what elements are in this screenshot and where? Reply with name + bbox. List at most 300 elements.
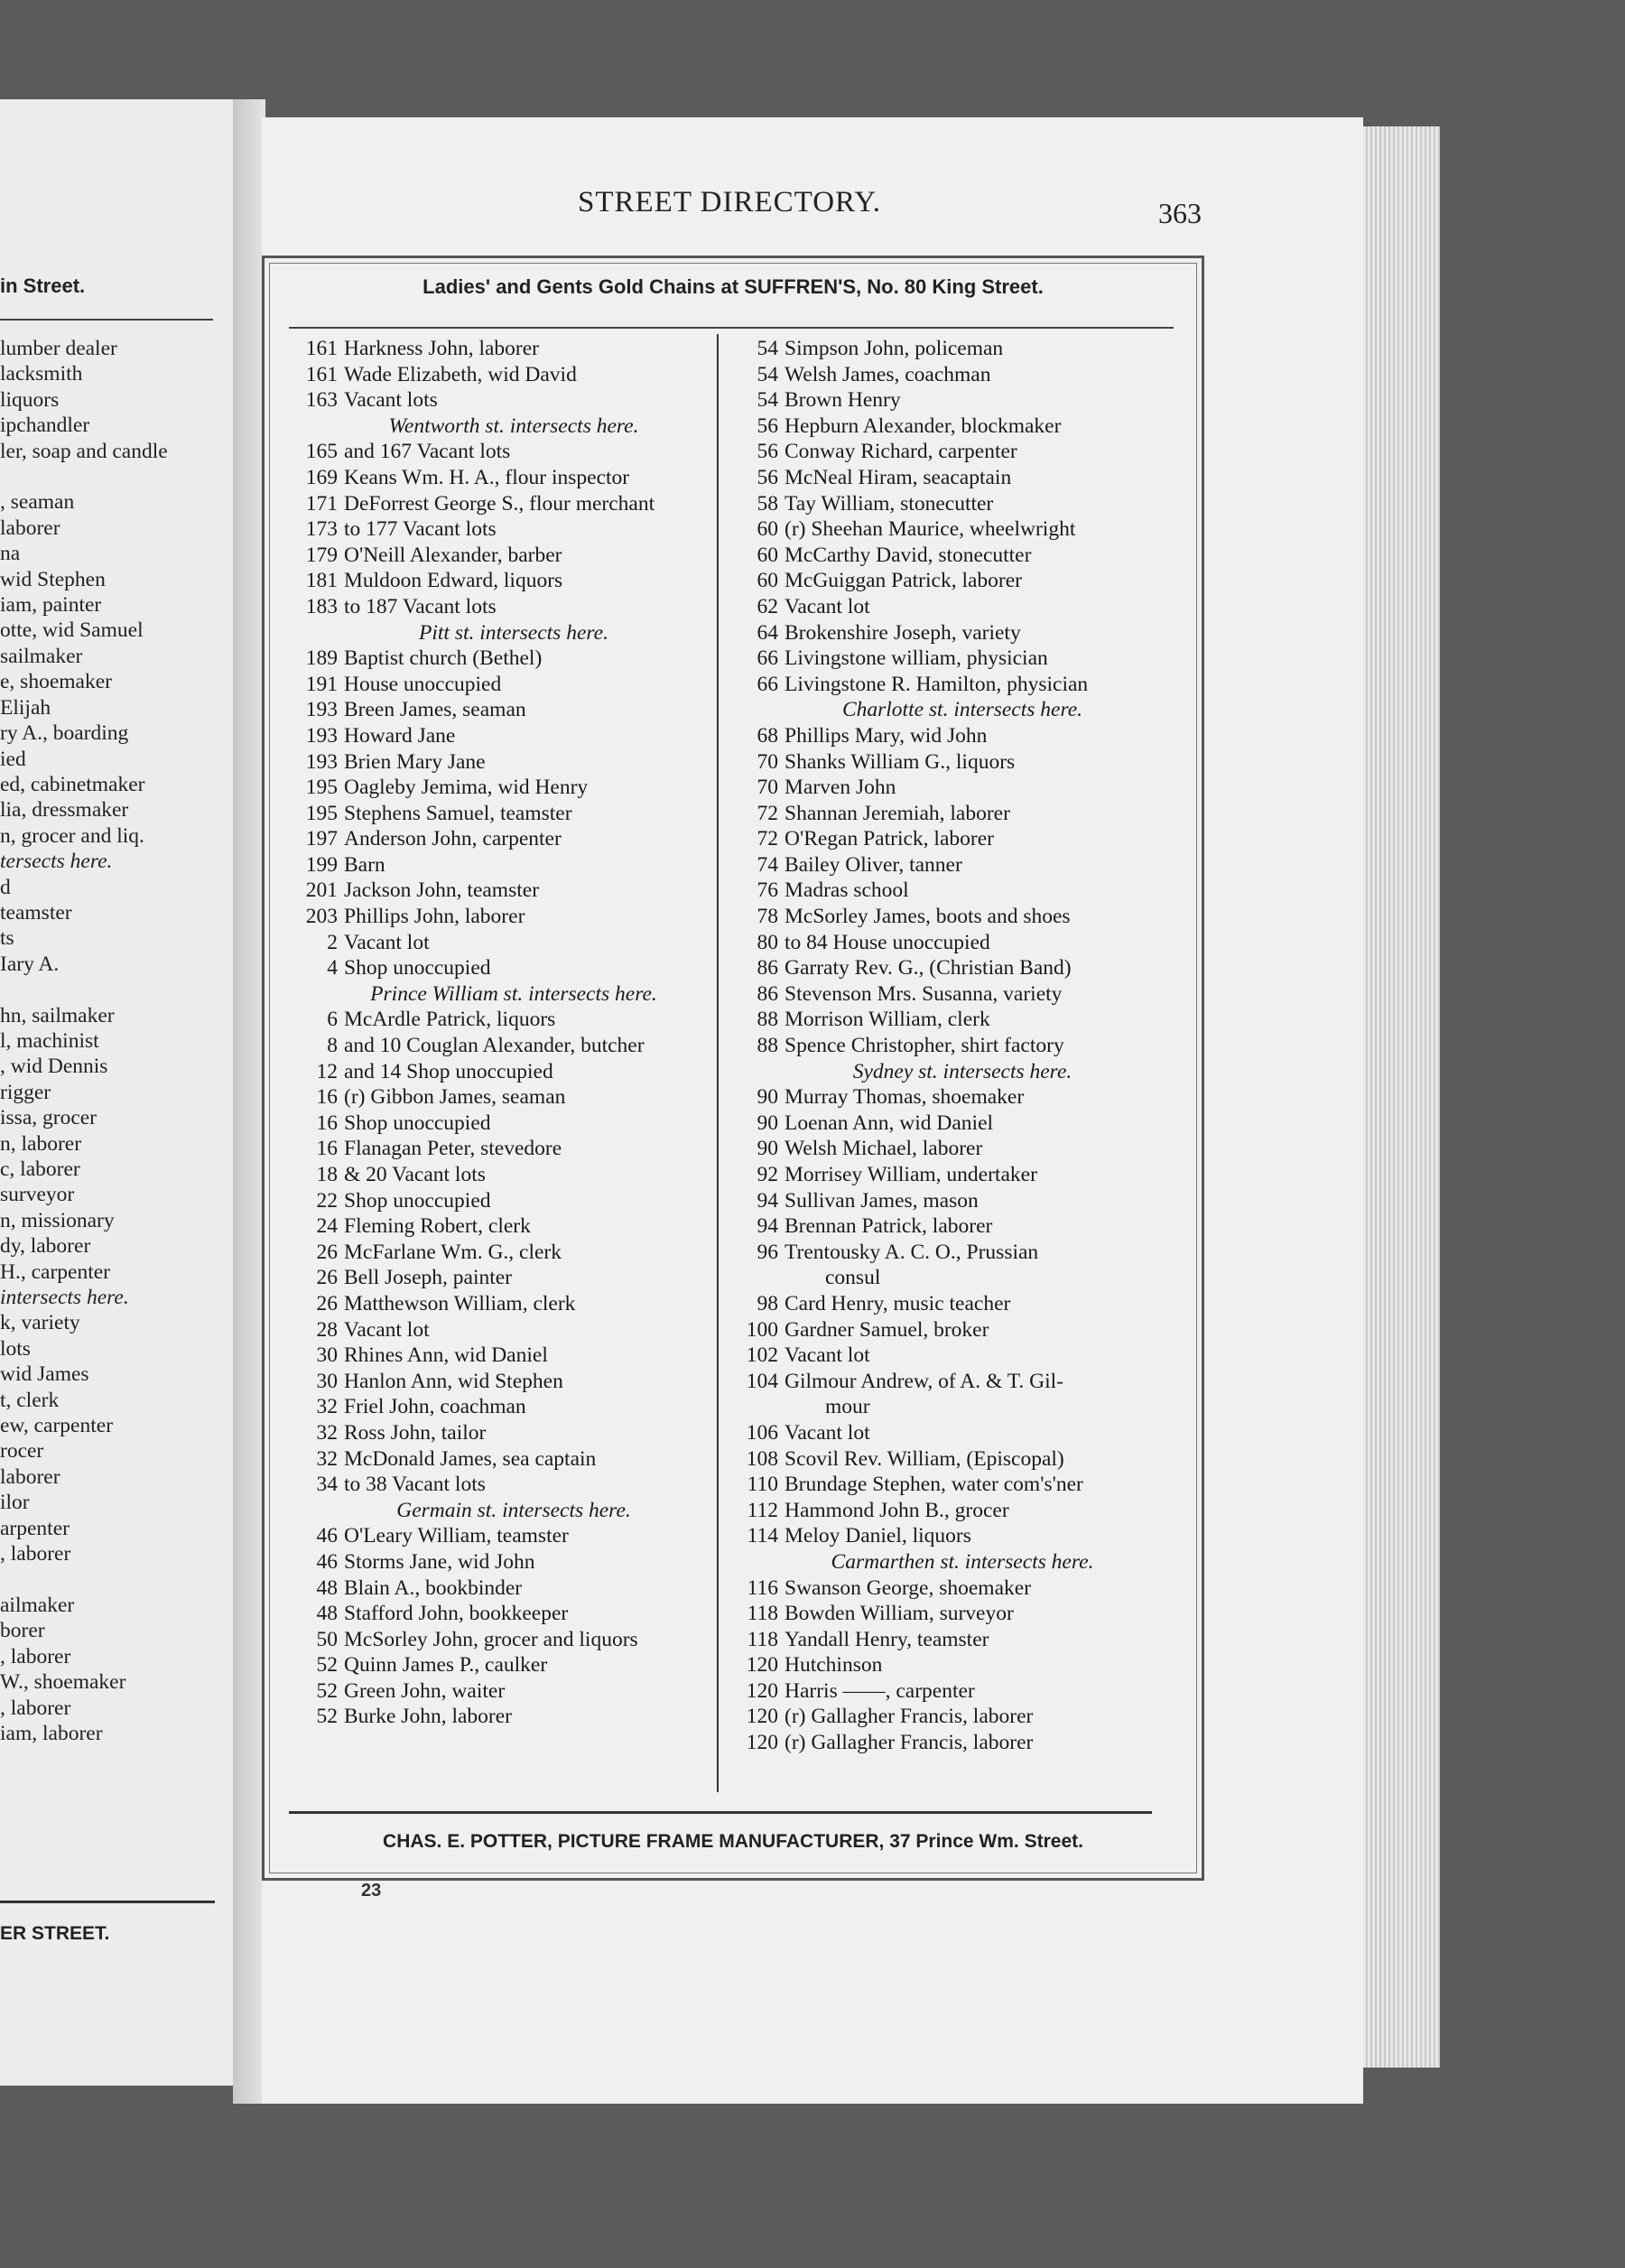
resident-name: Vacant lot [344, 930, 430, 954]
directory-entry [728, 1627, 1179, 1653]
resident-name: Bowden William, surveyor [785, 1602, 1014, 1626]
house-number: 18 [316, 1163, 338, 1186]
house-number: 76 [757, 878, 778, 903]
directory-entry [294, 491, 715, 517]
left-page-line: intersects here. [0, 1286, 129, 1310]
house-number: 60 [757, 569, 778, 593]
resident-name: Gardner Samuel, broker [785, 1317, 989, 1342]
resident-name: Brundage Stephen, water com's'ner [785, 1473, 1083, 1497]
house-number: 193 [305, 723, 338, 748]
resident-name: Murray Thomas, shoemaker [785, 1085, 1025, 1110]
directory-entry [728, 1317, 1179, 1343]
resident-name: Shop unoccupied [344, 1111, 491, 1135]
house-number: 193 [305, 698, 338, 722]
resident-name: Phillips John, laborer [344, 905, 525, 929]
directory-entry [728, 1498, 1179, 1524]
house-number: 30 [316, 1369, 338, 1393]
left-page-line: ied [0, 747, 26, 771]
house-number: 4 [327, 956, 338, 981]
intersection-note: Charlotte st. intersects here. [841, 698, 1083, 722]
house-number: 78 [757, 905, 778, 929]
house-number: 112 [747, 1498, 778, 1522]
left-page-line: Elijah [0, 695, 51, 720]
house-number: 54 [757, 362, 778, 386]
left-page-line: lumber dealer [0, 337, 117, 360]
directory-entry [294, 672, 715, 698]
resident-name: and 167 Vacant lots [344, 440, 511, 464]
house-number: 169 [305, 465, 338, 489]
resident-name: McFarlane Wm. G., clerk [344, 1240, 562, 1264]
directory-entry [728, 646, 1179, 672]
page-edges [1363, 126, 1440, 2068]
house-number: 70 [757, 749, 778, 774]
resident-name: McNeal Hiram, seacaptain [785, 465, 1012, 489]
resident-name: Shop unoccupied [344, 1188, 491, 1213]
left-page-line: dy, laborer [0, 1234, 91, 1259]
resident-name: to 187 Vacant lots [344, 594, 497, 618]
left-page-bottom-rule [0, 1901, 215, 1903]
directory-entry [294, 878, 715, 904]
resident-name: Burke John, laborer [344, 1705, 512, 1729]
house-number: 191 [305, 672, 338, 696]
house-number: 2 [327, 930, 338, 954]
house-number: 86 [757, 956, 778, 981]
resident-name: Keans Wm. H. A., flour inspector [344, 465, 630, 489]
resident-name: O'Regan Patrick, laborer [785, 827, 994, 851]
left-page-line: iam, laborer [0, 1721, 103, 1745]
directory-entry [294, 1576, 715, 1602]
house-number: 60 [757, 543, 778, 567]
directory-entry [728, 620, 1179, 646]
directory-entry [728, 1730, 1179, 1756]
column-divider [717, 334, 719, 1792]
left-page-line: , seaman [0, 490, 75, 515]
directory-entry [728, 1162, 1179, 1188]
right-column [728, 336, 1179, 1756]
resident-name: McSorley James, boots and shoes [785, 905, 1071, 929]
resident-name: Vacant lots [344, 388, 438, 413]
top-advertisement: Ladies' and Gents Gold Chains at SUFFREN'S, No. 80 King Street. [422, 275, 1044, 298]
directory-entry [728, 1678, 1179, 1705]
directory-entry [728, 801, 1179, 827]
left-page-line: lacksmith [0, 362, 83, 386]
house-number: 16 [316, 1085, 338, 1110]
house-number: 64 [757, 620, 778, 645]
resident-name: Harris ——, carpenter [785, 1678, 975, 1703]
directory-entry [294, 1291, 715, 1317]
directory-entry [294, 749, 715, 776]
directory-entry [294, 1601, 715, 1627]
directory-entry [728, 904, 1179, 930]
resident-name: Matthewson William, clerk [344, 1291, 576, 1315]
left-page-line: ler, soap and candle [0, 439, 168, 463]
left-page-line: laborer [0, 516, 60, 540]
house-number: 193 [305, 749, 338, 774]
resident-name: Hutchinson [785, 1653, 883, 1678]
house-number: 26 [316, 1266, 338, 1290]
resident-name: Welsh James, coachman [785, 362, 991, 386]
house-number: 80 [757, 930, 778, 954]
directory-entry [728, 878, 1179, 904]
directory-entry [728, 981, 1179, 1008]
directory-entry [728, 516, 1179, 543]
directory-entry [728, 1111, 1179, 1137]
directory-entry [294, 646, 715, 672]
directory-entry [294, 439, 715, 465]
house-number: 74 [757, 852, 778, 877]
house-number: 68 [757, 723, 778, 748]
directory-entry [728, 1084, 1179, 1111]
resident-name: Marven John [785, 776, 896, 800]
house-number: 90 [757, 1111, 778, 1135]
house-number: 60 [757, 517, 778, 542]
signature-mark: 23 [361, 1881, 382, 1901]
directory-entry [294, 1240, 715, 1266]
resident-name: DeForrest George S., flour merchant [344, 491, 655, 516]
house-number: 46 [316, 1549, 338, 1574]
house-number: 118 [747, 1627, 778, 1651]
directory-entry [728, 826, 1179, 852]
left-page-line [0, 977, 226, 1002]
directory-entry [294, 775, 715, 801]
directory-entry [728, 1240, 1179, 1266]
house-number: 28 [316, 1317, 338, 1342]
house-number: 22 [316, 1188, 338, 1213]
directory-entry [294, 465, 715, 491]
house-number: 120 [746, 1653, 778, 1678]
resident-name: Bell Joseph, painter [344, 1266, 513, 1290]
resident-name: Loenan Ann, wid Daniel [785, 1111, 994, 1135]
resident-name: Muldoon Edward, liquors [344, 569, 563, 593]
left-page-line: Iary A. [0, 952, 60, 976]
directory-entry [728, 362, 1179, 388]
directory-entry [294, 1549, 715, 1576]
directory-entry [294, 1446, 715, 1473]
resident-name: (r) Gibbon James, seaman [344, 1085, 566, 1110]
left-page-line: borer [0, 1619, 45, 1643]
left-page-line: teamster [0, 900, 72, 925]
house-number: 90 [757, 1085, 778, 1110]
left-page-line: n, grocer and liq. [0, 823, 144, 848]
house-number: 92 [757, 1163, 778, 1186]
left-page-line: surveyor [0, 1183, 75, 1207]
house-number: 110 [747, 1473, 778, 1497]
left-page-line: ew, carpenter [0, 1414, 114, 1438]
resident-name: to 84 House unoccupied [785, 930, 990, 954]
directory-entry [728, 1420, 1179, 1446]
house-number: 183 [305, 594, 338, 618]
resident-name: Vacant lot [785, 594, 870, 618]
left-page-line: , wid Dennis [0, 1055, 108, 1079]
directory-entry [728, 852, 1179, 878]
resident-name: Sullivan James, mason [785, 1188, 979, 1213]
left-page-line: ry A., boarding [0, 721, 129, 746]
page-title: STREET DIRECTORY. [578, 186, 882, 218]
resident-name: Shanks William G., liquors [785, 749, 1016, 774]
resident-name: Brennan Patrick, laborer [785, 1214, 993, 1239]
left-page-line: rigger [0, 1080, 51, 1104]
resident-name: Breen James, seaman [344, 698, 526, 722]
resident-name: Shannan Jeremiah, laborer [785, 801, 1010, 825]
resident-name: Stevenson Mrs. Susanna, variety [785, 981, 1063, 1006]
house-number: 56 [757, 414, 778, 438]
house-number: 6 [327, 1008, 338, 1032]
resident-name: to 177 Vacant lots [344, 517, 497, 542]
resident-name: Vacant lot [785, 1343, 870, 1368]
resident-name: Brien Mary Jane [344, 749, 486, 774]
house-number: 94 [757, 1214, 778, 1239]
house-number: 161 [305, 337, 338, 360]
directory-entry [294, 904, 715, 930]
bottom-rule [289, 1811, 1152, 1814]
resident-name: Fleming Robert, clerk [344, 1214, 531, 1239]
house-number: 195 [305, 801, 338, 825]
left-page-line: W., shoemaker [0, 1670, 126, 1695]
house-number: 90 [757, 1137, 778, 1161]
directory-entry [294, 594, 715, 620]
house-number: 203 [305, 905, 338, 929]
directory-entry [294, 852, 715, 878]
left-page-heading: in Street. [0, 274, 86, 297]
directory-entry [728, 414, 1179, 440]
house-number: 108 [746, 1446, 778, 1471]
directory-entry [728, 1343, 1179, 1369]
directory-entry [294, 387, 715, 414]
directory-entry [728, 672, 1179, 698]
house-number: 30 [316, 1343, 338, 1368]
directory-entry [294, 1343, 715, 1369]
left-page-line: d [0, 875, 11, 899]
house-number: 106 [746, 1420, 778, 1445]
house-number: 48 [316, 1602, 338, 1626]
resident-name: Livingstone R. Hamilton, physician [785, 672, 1089, 696]
resident-name: Brown Henry [785, 388, 901, 413]
house-number: 58 [757, 491, 778, 516]
resident-name: Tay William, stonecutter [785, 491, 994, 516]
house-number: 120 [746, 1678, 778, 1703]
directory-entry [294, 1188, 715, 1214]
directory-entry [294, 723, 715, 749]
directory-entry [294, 1136, 715, 1162]
directory-entry [294, 1652, 715, 1678]
resident-name: House unoccupied [344, 672, 502, 696]
resident-name: Baptist church (Bethel) [344, 646, 543, 671]
house-number: 165 [305, 440, 338, 464]
directory-entry [728, 1472, 1179, 1498]
directory-entry [728, 465, 1179, 491]
house-number: 16 [316, 1111, 338, 1135]
house-number: 161 [305, 362, 338, 386]
directory-entry [294, 568, 715, 594]
left-page-line: otte, wid Samuel [0, 618, 144, 643]
book-gutter [233, 99, 265, 2104]
resident-name: O'Leary William, teamster [344, 1524, 569, 1548]
house-number: 54 [757, 388, 778, 413]
house-number: 173 [305, 517, 338, 542]
resident-name: Yandall Henry, teamster [785, 1627, 989, 1651]
house-number: 32 [316, 1420, 338, 1445]
house-number: 12 [316, 1059, 338, 1083]
resident-name: (r) Gallagher Francis, laborer [785, 1731, 1034, 1755]
directory-entry [294, 801, 715, 827]
house-number: 102 [746, 1343, 778, 1368]
house-number: 26 [316, 1240, 338, 1264]
resident-name: Wade Elizabeth, wid David [344, 362, 577, 386]
house-number: 179 [305, 543, 338, 567]
resident-name: Morrisey William, undertaker [785, 1163, 1037, 1186]
left-page-line: issa, grocer [0, 1106, 98, 1130]
directory-entry [294, 1369, 715, 1395]
resident-name: Welsh Michael, laborer [785, 1137, 983, 1161]
house-number: 66 [757, 672, 778, 696]
directory-entry [728, 1523, 1179, 1549]
house-number: 62 [757, 594, 778, 618]
left-page-line: e, shoemaker [0, 670, 112, 694]
directory-entry [294, 1523, 715, 1549]
top-rule [289, 327, 1174, 329]
left-page-line: wid Stephen [0, 567, 106, 591]
house-number: 16 [316, 1137, 338, 1161]
directory-entry [294, 1704, 715, 1730]
directory-entry [728, 1291, 1179, 1317]
resident-name: Anderson John, carpenter [344, 827, 562, 851]
resident-name: Vacant lot [785, 1420, 870, 1445]
resident-name: Shop unoccupied [344, 956, 491, 981]
house-number: 50 [316, 1627, 338, 1651]
resident-name: McDonald James, sea captain [344, 1446, 597, 1471]
resident-name: Hepburn Alexander, blockmaker [785, 414, 1062, 438]
house-number: 8 [327, 1034, 338, 1058]
house-number: 197 [305, 827, 338, 851]
resident-name: McGuiggan Patrick, laborer [785, 569, 1022, 593]
house-number: 88 [757, 1008, 778, 1032]
intersection-note: Carmarthen st. intersects here. [831, 1549, 1094, 1574]
directory-entry [728, 1704, 1179, 1730]
directory-entry [294, 543, 715, 569]
page-number: 363 [1158, 197, 1202, 229]
resident-name: Trentousky A. C. O., Prussian [785, 1240, 1039, 1264]
house-number: 56 [757, 440, 778, 464]
left-page-line: lia, dressmaker [0, 798, 129, 823]
resident-name: Card Henry, music teacher [785, 1291, 1011, 1315]
house-number: 52 [316, 1705, 338, 1729]
left-page-line: lots [0, 1336, 31, 1361]
directory-entry [728, 930, 1179, 956]
entry-continuation: consul [825, 1266, 881, 1290]
house-number: 199 [305, 852, 338, 877]
intersection-note: Wentworth st. intersects here. [388, 414, 639, 438]
resident-name: Stephens Samuel, teamster [344, 801, 572, 825]
left-page-line: iam, painter [0, 593, 102, 618]
directory-entry [294, 1162, 715, 1188]
directory-entry [728, 1652, 1179, 1678]
house-number: 88 [757, 1034, 778, 1058]
house-number: 163 [305, 388, 338, 413]
left-page-line: , laborer [0, 1644, 71, 1668]
directory-entry [294, 1084, 715, 1111]
directory-entry [728, 594, 1179, 620]
directory-entry [728, 955, 1179, 981]
directory-entry [294, 1317, 715, 1343]
resident-name: Bailey Oliver, tanner [785, 852, 962, 877]
directory-entry [728, 491, 1179, 517]
resident-name: McSorley John, grocer and liquors [344, 1627, 638, 1651]
house-number: 24 [316, 1214, 338, 1239]
resident-name: Gilmour Andrew, of A. & T. Gil- [785, 1369, 1063, 1393]
house-number: 120 [746, 1705, 778, 1729]
directory-entry [294, 955, 715, 981]
house-number: 171 [305, 491, 338, 516]
house-number: 189 [305, 646, 338, 671]
resident-name: Brokenshire Joseph, variety [785, 620, 1021, 645]
resident-name: Hanlon Ann, wid Stephen [344, 1369, 563, 1393]
directory-entry [294, 516, 715, 543]
resident-name: Conway Richard, carpenter [785, 440, 1017, 464]
left-page-line: k, variety [0, 1311, 80, 1335]
directory-entry [728, 775, 1179, 801]
left-page-line: laborer [0, 1464, 60, 1489]
resident-name: Livingstone william, physician [785, 646, 1048, 671]
resident-name: Swanson George, shoemaker [785, 1576, 1032, 1600]
house-number: 195 [305, 776, 338, 800]
house-number: 26 [316, 1291, 338, 1315]
house-number: 201 [305, 878, 338, 903]
resident-name: Quinn James P., caulker [344, 1653, 548, 1678]
entry-continuation: mour [825, 1395, 870, 1419]
directory-entry [728, 1007, 1179, 1033]
house-number: 34 [316, 1473, 338, 1497]
directory-entry [728, 1576, 1179, 1602]
resident-name: Garraty Rev. G., (Christian Band) [785, 956, 1072, 981]
resident-name: Barn [344, 852, 385, 877]
left-page-line: H., carpenter [0, 1259, 110, 1284]
directory-entry [294, 336, 715, 362]
house-number: 72 [757, 801, 778, 825]
left-page-line: rocer [0, 1439, 44, 1464]
left-page-line: , laborer [0, 1542, 71, 1566]
resident-name: and 14 Shop unoccupied [344, 1059, 553, 1083]
resident-name: McCarthy David, stonecutter [785, 543, 1032, 567]
resident-name: to 38 Vacant lots [344, 1473, 486, 1497]
resident-name: O'Neill Alexander, barber [344, 543, 562, 567]
directory-entry [294, 1059, 715, 1085]
resident-name: and 10 Couglan Alexander, butcher [344, 1034, 645, 1058]
resident-name: Hammond John B., grocer [785, 1498, 1009, 1522]
resident-name: Howard Jane [344, 723, 456, 748]
house-number: 56 [757, 465, 778, 489]
left-page [0, 99, 235, 2086]
directory-entry [728, 749, 1179, 776]
resident-name: Madras school [785, 878, 909, 903]
left-page-line: t, clerk [0, 1388, 60, 1412]
directory-entry [728, 1446, 1179, 1473]
house-number: 32 [316, 1395, 338, 1419]
house-number: 94 [757, 1188, 778, 1213]
intersection-note: Pitt st. intersects here. [419, 620, 608, 645]
directory-entry [294, 697, 715, 723]
directory-entry [728, 568, 1179, 594]
house-number: 52 [316, 1653, 338, 1678]
resident-name: Scovil Rev. William, (Episcopal) [785, 1446, 1064, 1471]
directory-entry [728, 543, 1179, 569]
resident-name: Ross John, tailor [344, 1420, 487, 1445]
resident-name: Simpson John, policeman [785, 337, 1004, 360]
house-number: 52 [316, 1678, 338, 1703]
directory-entry [728, 1369, 1179, 1395]
directory-entry [294, 1420, 715, 1446]
house-number: 32 [316, 1446, 338, 1471]
house-number: 114 [747, 1524, 778, 1548]
